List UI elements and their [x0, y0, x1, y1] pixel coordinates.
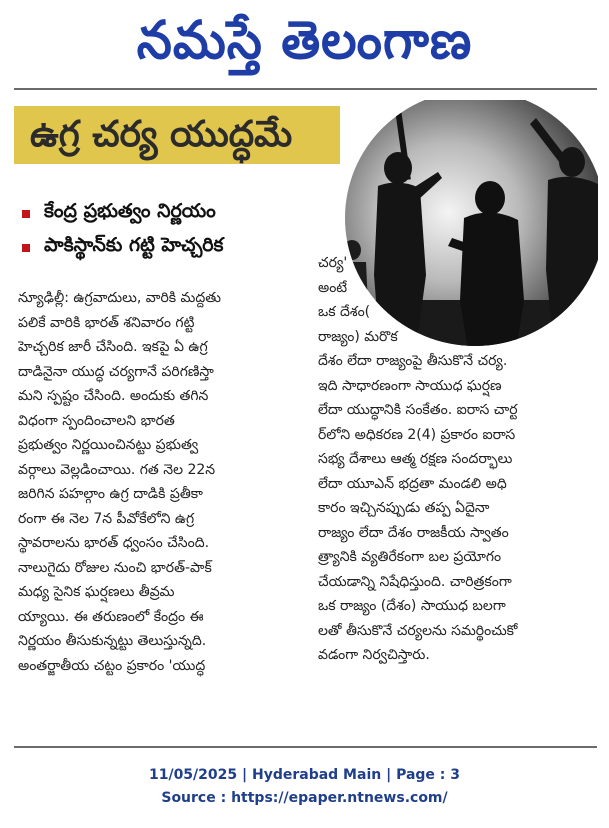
article-line: జరిగిన పహల్గాం ఉగ్ర దాడికి ప్రతీకా	[18, 486, 203, 502]
bullet-item	[22, 234, 223, 261]
bullet-text: పాకిస్థాన్‌కు గట్టి హెచ్చరిక	[44, 234, 224, 256]
masthead-title: నమస్తే తెలంగాణ	[136, 9, 473, 71]
article-line: వడంగా నిర్వచిస్తారు.	[318, 647, 430, 663]
article-line: స్థావరాలను భారత్ ధ్వంసం చేసింది.	[18, 535, 210, 551]
article-line: త్ర్యానికి వ్యతిరేకంగా బల ప్రయోగం	[318, 549, 502, 565]
article-line: పలికే వారికి భారత్ శనివారం గట్టి	[18, 314, 195, 331]
bullet-item	[22, 200, 216, 227]
article-line: దాడినైనా యుద్ధ చర్యగానే పరిగణిస్తా	[18, 363, 214, 380]
footer-source-link[interactable]: Source : https://epaper.ntnews.com/	[161, 790, 448, 806]
article-line: లతో తీసుకొనే చర్యలను సమర్థించుకో	[318, 622, 518, 639]
article-line: హెచ్చరిక జారీ చేసింది. ఇకపై ఏ ఉగ్ర	[18, 339, 208, 355]
headline-title: ఉగ్ర చర్య యుద్ధమే	[30, 114, 293, 155]
article-line: కారం ఇచ్చినప్పుడు తప్ప ఏదైనా	[318, 500, 490, 516]
article-line: దేశం లేదా రాజ్యంపై తీసుకొనే చర్య.	[318, 353, 508, 369]
article-column-right	[318, 251, 598, 668]
headline-banner	[14, 106, 349, 164]
article-line: చేయడాన్ని నిషేధిస్తుంది. చారిత్రకంగా	[318, 573, 512, 590]
article-line: సభ్య దేశాలు ఆత్మ రక్షణ సందర్భాలు	[318, 451, 513, 467]
article-line: రంగా ఈ నెల 7న పీవోకేలోని ఉగ్ర	[18, 510, 195, 527]
article-line: విధంగా స్పందించాలని భారత	[18, 412, 175, 429]
article-line: చర్య'	[318, 255, 348, 271]
article-column-left	[18, 286, 316, 678]
article-line: ఒక రాజ్యం (దేశం) సాయుధ బలగా	[318, 598, 506, 614]
article-line: య్యాయి. ఈ తరుణంలో కేంద్రం ఈ	[18, 608, 204, 625]
article-line: అంతర్జాతీయ చట్టం ప్రకారం 'యుద్ధ	[18, 657, 206, 674]
article-line: మధ్య సైనిక ఘర్షణలు తీవ్రమ	[18, 584, 175, 600]
masthead	[0, 0, 609, 80]
article-line: అంటే	[318, 279, 348, 296]
bullet-square-icon	[22, 210, 30, 218]
footer-edition-info: 11/05/2025 | Hyderabad Main | Page : 3	[148, 767, 461, 783]
article-line: లేదా యూఎన్ భద్రతా మండలి అధి	[318, 475, 507, 492]
article-line: రాజ్యం లేదా దేశం రాజకీయ స్వాతం	[318, 524, 509, 541]
article-line: ఇది సాధారణంగా సాయుధ ఘర్షణ	[318, 377, 502, 394]
bullet-text: కేంద్ర ప్రభుత్వం నిర్ణయం	[44, 200, 216, 222]
article-line: న్యూఢిల్లీ: ఉగ్రవాదులు, వారికి మద్దతు	[18, 290, 221, 306]
article-line: వర్గాలు వెల్లడించాయి. గత నెల 22న	[18, 461, 216, 478]
bottom-divider	[14, 746, 597, 748]
article-line: ఒక దేశం(	[318, 304, 371, 320]
bullet-square-icon	[22, 244, 30, 252]
article-line: లేదా యుద్ధానికి సంకేతం. ఐరాస చార్ట	[318, 402, 518, 418]
article-line: నిర్ణయం తీసుకున్నట్టు తెలుస్తున్నది.	[18, 633, 207, 649]
article-line: ర్‌లోని అధికరణ 2(4) ప్రకారం ఐరాస	[318, 426, 516, 443]
article-line: రాజ్యం) మరొక	[318, 328, 398, 345]
top-divider	[14, 88, 597, 90]
article-line: మని స్పష్టం చేసింది. అందుకు తగిన	[18, 388, 209, 404]
article-line: ప్రభుత్వం నిర్ణయించినట్టు ప్రభుత్వ	[18, 437, 199, 453]
article-line: నాలుగైదు రోజుల నుంచి భారత్-పాక్	[18, 559, 212, 576]
